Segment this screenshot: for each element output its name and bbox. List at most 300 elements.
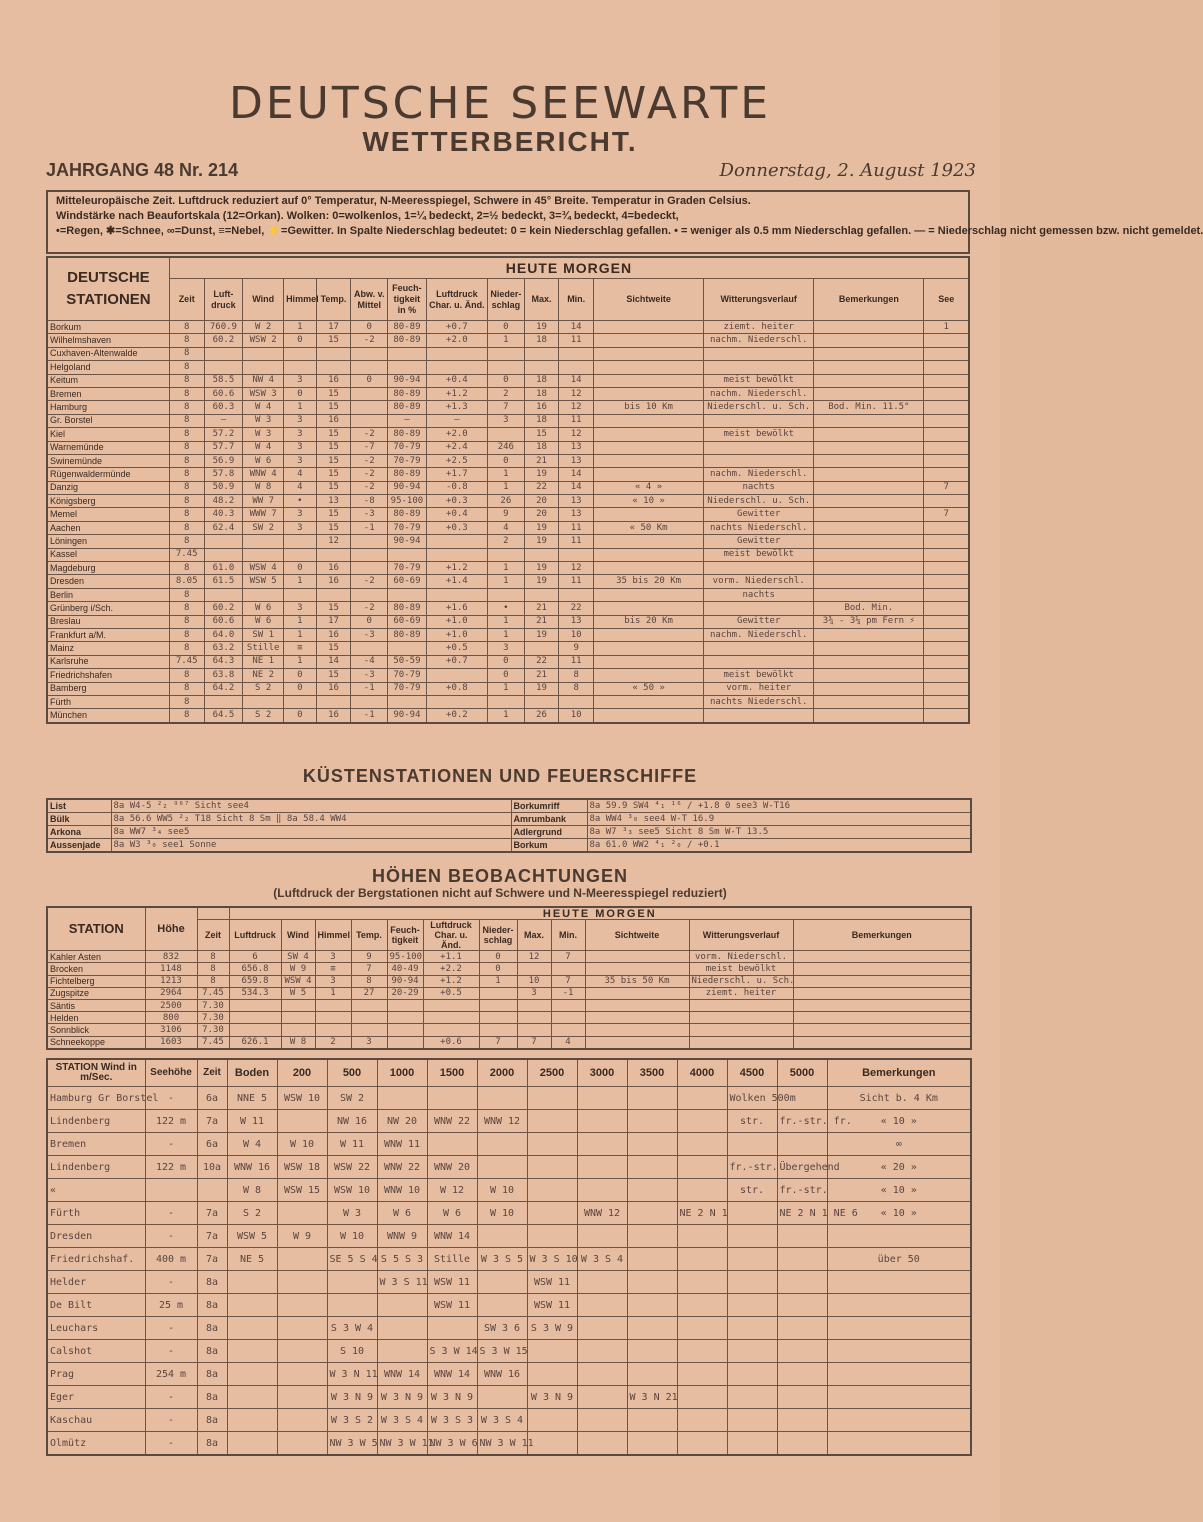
- wind-station-name: Bremen: [47, 1133, 145, 1156]
- station-cell: 0: [284, 562, 317, 575]
- station-cell: 9: [559, 642, 594, 655]
- station-cell: [924, 642, 969, 655]
- stations-col-header: See: [924, 279, 969, 321]
- station-cell: [594, 628, 704, 641]
- station-cell: [388, 347, 427, 360]
- station-cell: nachts: [704, 588, 814, 601]
- wind-cell: [477, 1087, 527, 1110]
- station-cell: 8: [559, 669, 594, 682]
- station-cell: 8: [169, 347, 204, 360]
- wind-cell: [727, 1271, 777, 1294]
- wind-station-name: Eger: [47, 1386, 145, 1409]
- coastal-row: [47, 813, 971, 826]
- station-cell: [559, 347, 594, 360]
- station-name: Löningen: [47, 535, 169, 548]
- station-name: Swinemünde: [47, 454, 169, 467]
- station-row: [47, 347, 969, 360]
- mountain-cell: [585, 1036, 689, 1049]
- station-cell: 80-89: [388, 321, 427, 334]
- station-cell: [924, 334, 969, 347]
- wind-cell: [527, 1087, 577, 1110]
- station-cell: [243, 347, 284, 360]
- wind-cell: [777, 1294, 827, 1317]
- mountain-cell: WSW 4: [281, 975, 315, 987]
- wind-cell: [627, 1225, 677, 1248]
- wind-cell: [777, 1340, 827, 1363]
- station-row: [47, 709, 969, 723]
- station-cell: W 3: [243, 428, 284, 441]
- station-cell: 8: [169, 387, 204, 400]
- mountain-cell: [351, 1012, 387, 1024]
- station-cell: +0.8: [426, 682, 487, 695]
- wind-cell: [277, 1386, 327, 1409]
- station-cell: 60.2: [204, 602, 243, 615]
- wind-cell: [427, 1133, 477, 1156]
- mountain-cell: 534.3: [229, 987, 281, 999]
- station-cell: 1: [487, 615, 524, 628]
- wind-row: [47, 1317, 971, 1340]
- mountain-cell: 3: [517, 987, 551, 999]
- station-name: Magdeburg: [47, 562, 169, 575]
- station-row: [47, 562, 969, 575]
- station-cell: [814, 669, 924, 682]
- station-cell: [594, 334, 704, 347]
- station-name: Borkum: [47, 321, 169, 334]
- wind-cell: W 10: [327, 1225, 377, 1248]
- coastal-station-name: Amrumbank: [511, 813, 587, 826]
- coastal-row: [47, 799, 971, 813]
- station-cell: [814, 655, 924, 668]
- wind-col-header: 1500: [427, 1059, 477, 1087]
- wind-cell: WSW 15: [277, 1179, 327, 1202]
- station-cell: 15: [316, 602, 351, 615]
- station-cell: [924, 401, 969, 414]
- wind-cell: [527, 1202, 577, 1225]
- station-cell: [814, 481, 924, 494]
- station-row: [47, 548, 969, 561]
- wind-cell: [327, 1294, 377, 1317]
- wind-cell: [377, 1340, 427, 1363]
- station-cell: 19: [524, 575, 559, 588]
- station-cell: meist bewölkt: [704, 374, 814, 387]
- mountain-cell: [315, 1012, 351, 1024]
- station-name: Karlsruhe: [47, 655, 169, 668]
- wind-cell: W 10: [277, 1133, 327, 1156]
- station-cell: Niederschl. u. Sch.: [704, 401, 814, 414]
- wind-cell: [777, 1271, 827, 1294]
- station-name: Wilhelmshaven: [47, 334, 169, 347]
- wind-cell: [727, 1317, 777, 1340]
- wind-cell: [527, 1225, 577, 1248]
- wind-cell: 7a: [197, 1110, 227, 1133]
- station-cell: [594, 414, 704, 427]
- station-cell: [351, 361, 388, 374]
- station-cell: 15: [316, 454, 351, 467]
- wind-cell: [477, 1225, 527, 1248]
- mountain-cell: 40-49: [387, 963, 423, 975]
- wind-cell: Übergehend: [777, 1156, 827, 1179]
- station-cell: 18: [524, 334, 559, 347]
- wind-cell: [677, 1432, 727, 1456]
- wind-cell: S 3 W 4: [327, 1317, 377, 1340]
- station-cell: [924, 548, 969, 561]
- station-cell: [704, 414, 814, 427]
- station-cell: +0.4: [426, 374, 487, 387]
- station-cell: 21: [524, 602, 559, 615]
- wind-cell: [227, 1317, 277, 1340]
- wind-cell: [377, 1294, 427, 1317]
- mountain-cell: 2500: [145, 999, 197, 1011]
- mountain-station-name: Säntis: [47, 999, 145, 1011]
- station-cell: W 3: [243, 414, 284, 427]
- wind-cell: 6a: [197, 1133, 227, 1156]
- wind-cell: [677, 1340, 727, 1363]
- mountain-cell: 659.8: [229, 975, 281, 987]
- station-cell: 40.3: [204, 508, 243, 521]
- mountain-cell: 7.30: [197, 999, 229, 1011]
- station-cell: [524, 548, 559, 561]
- station-cell: meist bewölkt: [704, 669, 814, 682]
- wind-cell: [827, 1432, 971, 1456]
- mountain-station-name: Helden: [47, 1012, 145, 1024]
- wind-cell: 10a: [197, 1156, 227, 1179]
- station-cell: 80-89: [388, 387, 427, 400]
- mountain-cell: [793, 951, 971, 963]
- station-row: [47, 334, 969, 347]
- wind-cell: [627, 1133, 677, 1156]
- wind-cell: [277, 1202, 327, 1225]
- mountain-cell: +0.5: [423, 987, 479, 999]
- station-cell: WWW 7: [243, 508, 284, 521]
- station-cell: S 2: [243, 709, 284, 723]
- station-cell: 8: [169, 428, 204, 441]
- station-cell: W 4: [243, 441, 284, 454]
- station-cell: [704, 709, 814, 723]
- station-cell: 35 bis 20 Km: [594, 575, 704, 588]
- wind-cell: [577, 1386, 627, 1409]
- station-name: Cuxhaven-Altenwalde: [47, 347, 169, 360]
- wind-col-header: 3500: [627, 1059, 677, 1087]
- station-cell: [388, 588, 427, 601]
- station-cell: [559, 361, 594, 374]
- wind-cell: WNW 16: [227, 1156, 277, 1179]
- wind-cell: [227, 1271, 277, 1294]
- station-cell: [524, 347, 559, 360]
- mountain-cell: W 8: [281, 1036, 315, 1049]
- station-cell: vorm. heiter: [704, 682, 814, 695]
- wind-cell: [727, 1432, 777, 1456]
- wind-cell: Sicht b. 4 Km: [827, 1087, 971, 1110]
- station-cell: 3: [284, 414, 317, 427]
- wind-cell: WSW 11: [527, 1294, 577, 1317]
- station-cell: [814, 548, 924, 561]
- mountain-cell: [281, 1012, 315, 1024]
- station-name: Danzig: [47, 481, 169, 494]
- station-name: Helgoland: [47, 361, 169, 374]
- station-name: Berlin: [47, 588, 169, 601]
- station-cell: -3: [351, 508, 388, 521]
- station-cell: SW 2: [243, 521, 284, 534]
- station-cell: [814, 575, 924, 588]
- wind-cell: W 3 N 9: [327, 1386, 377, 1409]
- wind-cell: [227, 1294, 277, 1317]
- wind-cell: [627, 1432, 677, 1456]
- station-cell: [594, 562, 704, 575]
- station-cell: [487, 588, 524, 601]
- station-cell: 14: [559, 321, 594, 334]
- stations-col-header: Wind: [243, 279, 284, 321]
- station-cell: [814, 628, 924, 641]
- wind-cell: [527, 1179, 577, 1202]
- wind-row: [47, 1340, 971, 1363]
- station-cell: 57.7: [204, 441, 243, 454]
- station-name: Memel: [47, 508, 169, 521]
- wind-cell: 8a: [197, 1409, 227, 1432]
- coastal-observation: 8a WW4 ³₀ see4 W-T 16.9: [587, 813, 971, 826]
- station-cell: [924, 428, 969, 441]
- mountain-cell: ≡: [315, 963, 351, 975]
- station-cell: +0.2: [426, 709, 487, 723]
- mountain-cell: meist bewölkt: [689, 963, 793, 975]
- station-cell: [204, 535, 243, 548]
- station-row: [47, 495, 969, 508]
- hoehen-col-header: Witterungsverlauf: [689, 920, 793, 951]
- wind-cell: über 50: [827, 1248, 971, 1271]
- hoehen-col-header: Luftdruck: [229, 920, 281, 951]
- station-row: [47, 669, 969, 682]
- station-cell: 11: [559, 535, 594, 548]
- wind-cell: Stille: [427, 1248, 477, 1271]
- wind-station-name: Lindenberg: [47, 1110, 145, 1133]
- hoehen-col-header: Min.: [551, 920, 585, 951]
- mountain-cell: [387, 1024, 423, 1036]
- station-name: Breslau: [47, 615, 169, 628]
- mountain-station-name: Brocken: [47, 963, 145, 975]
- wind-cell: [777, 1248, 827, 1271]
- wind-cell: NE 2 N 1: [677, 1202, 727, 1225]
- wind-cell: [677, 1363, 727, 1386]
- station-cell: [924, 669, 969, 682]
- station-cell: [924, 535, 969, 548]
- station-cell: 19: [524, 628, 559, 641]
- station-cell: [814, 414, 924, 427]
- wind-cell: NW 3 W 11: [377, 1432, 427, 1456]
- mountain-cell: [281, 999, 315, 1011]
- wind-cell: -: [145, 1340, 197, 1363]
- hoehen-col-header: Himmel: [315, 920, 351, 951]
- station-cell: 0: [284, 709, 317, 723]
- station-cell: [594, 387, 704, 400]
- wind-col-header: 200: [277, 1059, 327, 1087]
- station-name: München: [47, 709, 169, 723]
- station-cell: Niederschl. u. Sch.: [704, 495, 814, 508]
- station-cell: [426, 548, 487, 561]
- station-cell: W 6: [243, 602, 284, 615]
- wind-cell: [477, 1294, 527, 1317]
- station-cell: 8: [169, 588, 204, 601]
- station-cell: -7: [351, 441, 388, 454]
- station-cell: +0.7: [426, 321, 487, 334]
- wind-cell: [577, 1294, 627, 1317]
- mountain-cell: ziemt. heiter: [689, 987, 793, 999]
- coastal-station-name: List: [47, 799, 111, 813]
- report-title: DEUTSCHE SEEWARTE: [228, 78, 772, 129]
- station-cell: 0: [284, 682, 317, 695]
- station-cell: nachts Niederschl.: [704, 521, 814, 534]
- station-cell: SW 1: [243, 628, 284, 641]
- station-cell: [814, 374, 924, 387]
- wind-cell: 25 m: [145, 1294, 197, 1317]
- station-cell: [924, 655, 969, 668]
- station-cell: 19: [524, 682, 559, 695]
- wind-cell: [427, 1087, 477, 1110]
- station-cell: 8: [169, 361, 204, 374]
- mountain-row: [47, 963, 971, 975]
- station-cell: 8: [169, 334, 204, 347]
- kuesten-title: KÜSTENSTATIONEN UND FEUERSCHIFFE: [302, 766, 698, 786]
- wind-cell: [677, 1156, 727, 1179]
- wind-cell: [577, 1225, 627, 1248]
- mountain-cell: [793, 963, 971, 975]
- wind-cell: NW 3 W 5: [327, 1432, 377, 1456]
- station-row: [47, 428, 969, 441]
- station-cell: 80-89: [388, 428, 427, 441]
- station-cell: 4: [284, 468, 317, 481]
- wind-cell: W 3 S 4: [577, 1248, 627, 1271]
- station-cell: -8: [351, 495, 388, 508]
- wind-cell: WNW 14: [427, 1225, 477, 1248]
- station-cell: [814, 682, 924, 695]
- wind-col-header: Bemerkungen: [827, 1059, 971, 1087]
- mountain-stations-table: [46, 906, 972, 1050]
- wind-cell: [627, 1179, 677, 1202]
- wind-cell: [777, 1409, 827, 1432]
- wind-cell: -: [145, 1225, 197, 1248]
- station-cell: 12: [559, 401, 594, 414]
- wind-cell: [827, 1317, 971, 1340]
- station-cell: [924, 347, 969, 360]
- wind-cell: WNW 20: [427, 1156, 477, 1179]
- station-cell: [316, 347, 351, 360]
- station-cell: 57.8: [204, 468, 243, 481]
- mountain-cell: [479, 987, 517, 999]
- mountain-cell: [351, 1024, 387, 1036]
- station-cell: [351, 347, 388, 360]
- wind-cell: [827, 1409, 971, 1432]
- wind-col-header: Seehöhe: [145, 1059, 197, 1087]
- stations-col-header: Witterungsverlauf: [704, 279, 814, 321]
- station-cell: 8: [169, 414, 204, 427]
- mountain-cell: -1: [551, 987, 585, 999]
- station-cell: [594, 655, 704, 668]
- station-name: Bamberg: [47, 682, 169, 695]
- wind-cell: NE 2 N 1 NE 6: [777, 1202, 827, 1225]
- station-cell: 19: [524, 468, 559, 481]
- coastal-observation: 8a 56.6 WW5 ²₂ T18 Sicht 8 Sm ‖ 8a 58.4 WW4: [111, 813, 511, 826]
- station-cell: [594, 642, 704, 655]
- coastal-stations-table: [46, 798, 972, 853]
- station-cell: 1: [487, 682, 524, 695]
- wind-cell: « 10 »: [827, 1110, 971, 1133]
- station-row: [47, 588, 969, 601]
- station-cell: 70-79: [388, 669, 427, 682]
- station-cell: [924, 521, 969, 534]
- station-cell: 50.9: [204, 481, 243, 494]
- wind-station-name: Lindenberg: [47, 1156, 145, 1179]
- station-cell: +1.2: [426, 562, 487, 575]
- mountain-cell: [689, 1036, 793, 1049]
- mountain-cell: [793, 987, 971, 999]
- wind-cell: [577, 1156, 627, 1179]
- station-cell: [594, 374, 704, 387]
- station-cell: [924, 588, 969, 601]
- station-cell: [487, 548, 524, 561]
- station-row: [47, 508, 969, 521]
- station-cell: [284, 535, 317, 548]
- station-cell: vorm. Niederschl.: [704, 575, 814, 588]
- wind-cell: W 3 S 4: [377, 1409, 427, 1432]
- stations-col-header: Abw. v. Mittel: [351, 279, 388, 321]
- station-cell: 15: [316, 521, 351, 534]
- station-cell: [243, 588, 284, 601]
- station-cell: +1.4: [426, 575, 487, 588]
- station-cell: +0.4: [426, 508, 487, 521]
- mountain-cell: [517, 1024, 551, 1036]
- station-cell: 64.3: [204, 655, 243, 668]
- mountain-cell: 7: [551, 951, 585, 963]
- station-cell: 1: [487, 575, 524, 588]
- station-cell: [594, 321, 704, 334]
- wind-cell: W 3 S 4: [477, 1409, 527, 1432]
- hoehen-col-header: Temp.: [351, 920, 387, 951]
- wind-cell: [577, 1110, 627, 1133]
- wind-cell: [227, 1409, 277, 1432]
- wind-cell: W 8: [227, 1179, 277, 1202]
- station-cell: NE 1: [243, 655, 284, 668]
- legend-line: •=Regen, ✱=Schnee, ∞=Dunst, ≡=Nebel, ⚡=Gewitter. In Spalte Niederschlag bedeutet: 0 = kein Niederschlag gefallen. • = weniger als 0.5 mm Niederschlag gefallen. — = Niederschlag nicht gemessen bzw. nicht gemeldet.: [56, 225, 1203, 237]
- mountain-station-name: Sonnblick: [47, 1024, 145, 1036]
- wind-station-name: Hamburg Gr Borstel: [47, 1087, 145, 1110]
- station-cell: 13: [316, 495, 351, 508]
- coastal-observation: 8a 61.0 WW2 ⁴₁ ²₀ / +0.1: [587, 839, 971, 853]
- hoehen-col-header: Max.: [517, 920, 551, 951]
- wind-cell: [227, 1432, 277, 1456]
- station-cell: 21: [524, 615, 559, 628]
- station-cell: 62.4: [204, 521, 243, 534]
- station-row: [47, 682, 969, 695]
- coastal-row: [47, 839, 971, 853]
- station-cell: [559, 588, 594, 601]
- wind-cell: [627, 1294, 677, 1317]
- wind-station-name: «: [47, 1179, 145, 1202]
- wind-cell: [477, 1386, 527, 1409]
- mountain-cell: [423, 999, 479, 1011]
- station-cell: nachm. Niederschl.: [704, 628, 814, 641]
- station-cell: 8.05: [169, 575, 204, 588]
- wind-cell: [827, 1386, 971, 1409]
- station-cell: [284, 347, 317, 360]
- mountain-cell: [479, 1024, 517, 1036]
- stations-col-header: Temp.: [316, 279, 351, 321]
- wind-station-name: Olmütz: [47, 1432, 145, 1456]
- station-cell: 80-89: [388, 401, 427, 414]
- wind-cell: [777, 1363, 827, 1386]
- mountain-cell: 20-29: [387, 987, 423, 999]
- wind-cell: [827, 1294, 971, 1317]
- station-cell: 0: [487, 374, 524, 387]
- wind-cell: WSW 11: [527, 1271, 577, 1294]
- mountain-cell: 10: [517, 975, 551, 987]
